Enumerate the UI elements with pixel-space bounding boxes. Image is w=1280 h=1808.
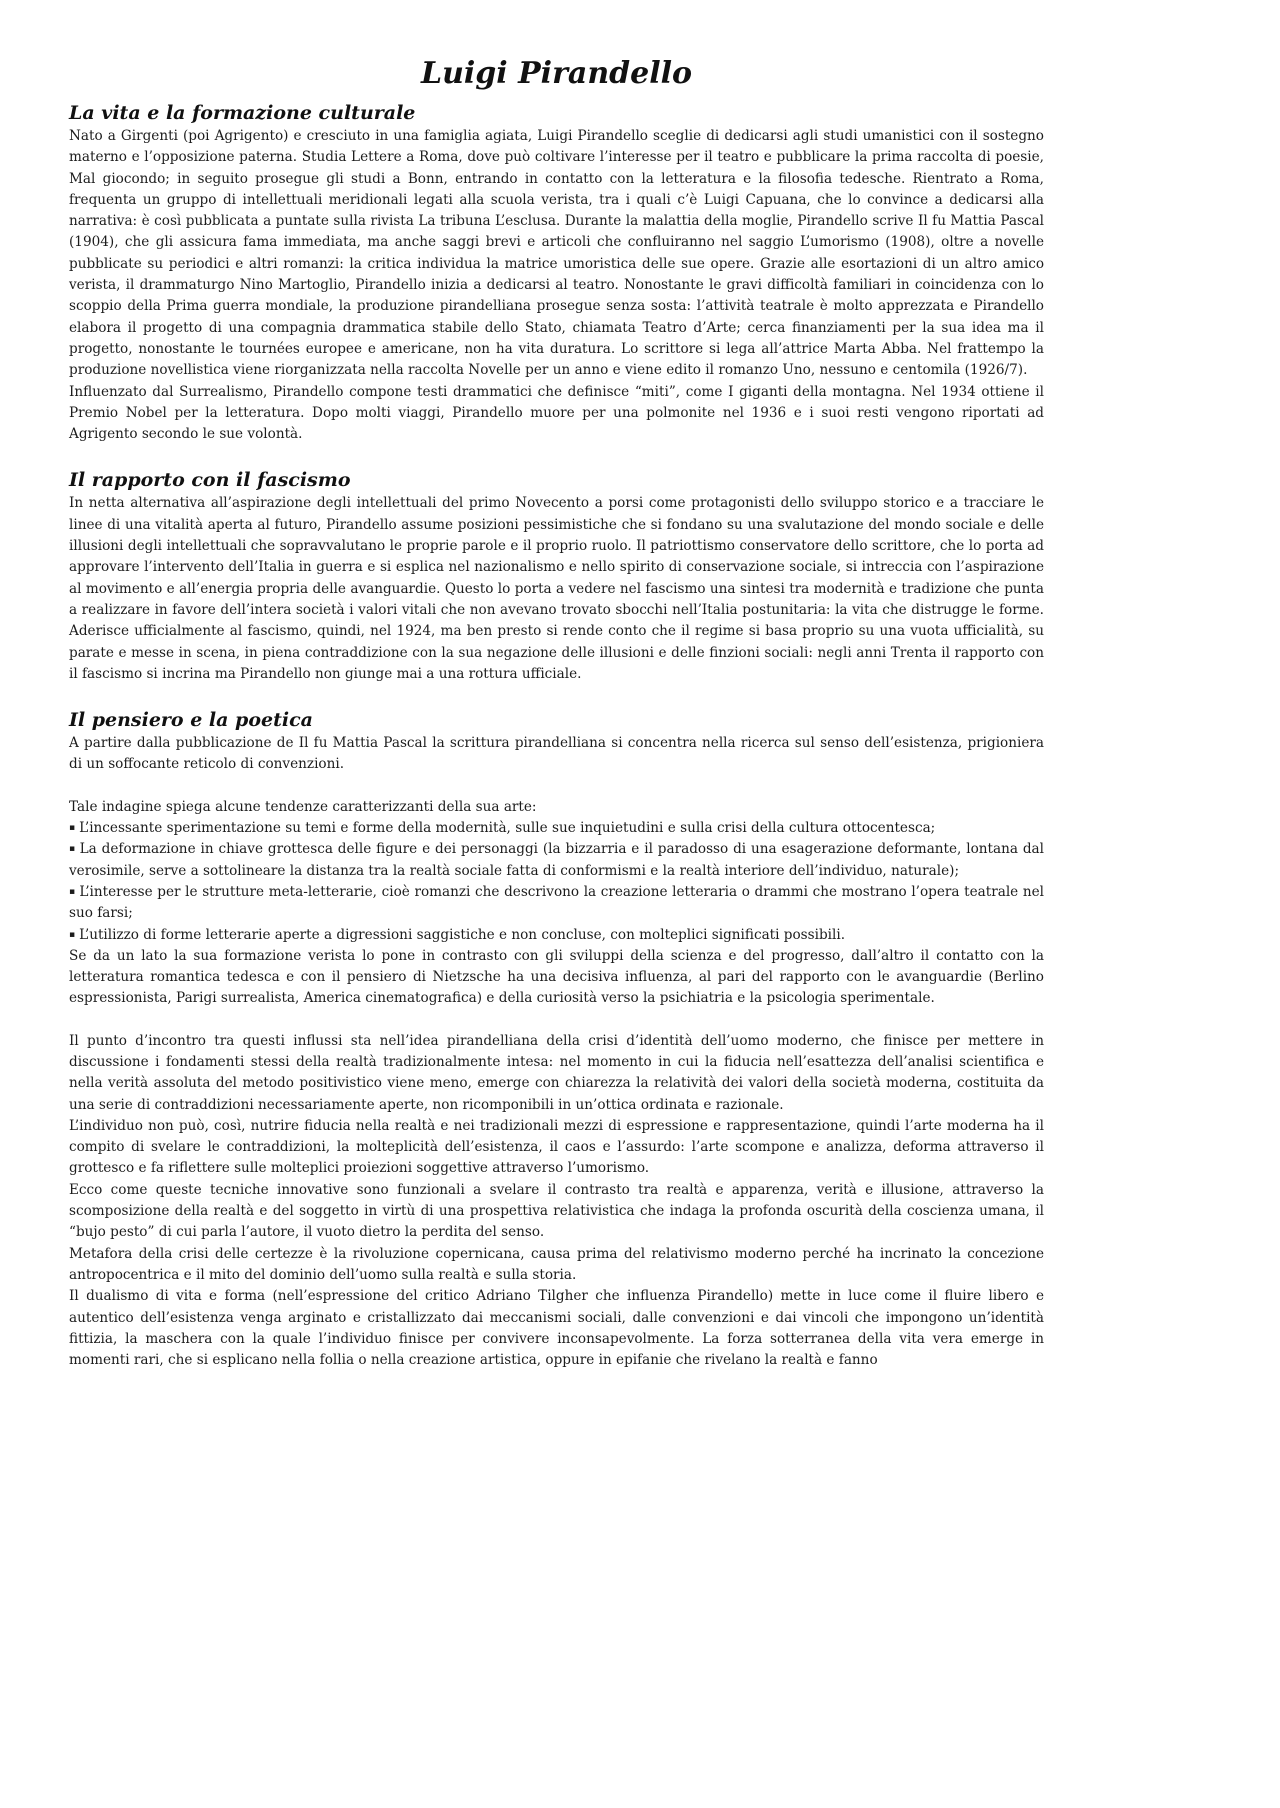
list-item-text: L’interesse per le strutture meta-letterarie, cioè romanzi che descrivono la creazione letteraria o drammi che mostrano l’opera teatrale nel suo farsi; bbox=[69, 883, 1044, 922]
paragraph: Nato a Girgenti (poi Agrigento) e cresciuto in una famiglia agiata, Luigi Pirandello sceglie di dedicarsi agli studi umanistici con il sostegno materno e l’opposizione paterna. Studia Lettere a Roma, dove può coltivare l’interesse per il teatro e pubblicare la prima raccolta di poesie, Mal giocondo; in seguito prosegue gli studi a Bonn, entrando in contatto con la letteratura e la filosofia tedesche. Rientrato a Roma, frequenta un gruppo di intellettuali meridionali legati alla scuola verista, tra i quali c’è Luigi Capuana, che lo convince a dedicarsi alla narrativa: è così pubblicata a puntate sulla rivista La tribuna L’esclusa. Durante la malattia della moglie, Pirandello scrive Il fu Mattia Pascal (1904), che gli assicura fama immediata, ma anche saggi brevi e articoli che confluiranno nel saggio L’umorismo (1908), oltre a novelle pubblicate su periodici e altri romanzi: la critica individua la matrice umoristica delle sue opere. Grazie alle esortazioni di un altro amico verista, il drammaturgo Nino Martoglio, Pirandello inizia a dedicarsi al teatro. Nonostante le gravi difficoltà familiari in coincidenza con lo scoppio della Prima guerra mondiale, la produzione pirandelliana prosegue senza sosta: l’attività teatrale è molto apprezzata e Pirandello elabora il progetto di una compagnia drammatica stabile dello Stato, chiamata Teatro d’Arte; cerca finanziamenti per la sua idea ma il progetto, nonostante le tournées europee e americane, non ha vita duratura. Lo scrittore si lega all’attrice Marta Abba. Nel frattempo la produzione novellistica viene riorganizzata nella raccolta Novelle per un anno e viene edito il romanzo Uno, nessuno e centomila (1926/7). bbox=[69, 128, 1044, 379]
bullet-icon: ▪ bbox=[69, 823, 76, 834]
blank-line bbox=[69, 1010, 1044, 1031]
blank-line bbox=[69, 776, 1044, 797]
section-heading-pensiero: Il pensiero e la poetica bbox=[69, 709, 313, 732]
bullet-icon: ▪ bbox=[69, 886, 76, 897]
list-item bbox=[69, 925, 1044, 946]
paragraph: Influenzato dal Surrealismo, Pirandello compone testi drammatici che definisce “miti”, come I giganti della montagna. Nel 1934 ottiene il Premio Nobel per la letteratura. Dopo molti viaggi, Pirandello muore per una polmonite nel 1936 e i suoi resti vengono riportati ad Agrigento secondo le sue volontà. bbox=[69, 383, 1044, 443]
paragraph: Ecco come queste tecniche innovative sono funzionali a svelare il contrasto tra realtà e apparenza, verità e illusione, attraverso la scomposizione della realtà e del soggetto in virtù di una prospettiva relativistica che indaga la profonda oscurità della coscienza umana, il “bujo pesto” di cui parla l’autore, il vuoto dietro la perdita del senso. bbox=[69, 1181, 1044, 1241]
paragraph: Il dualismo di vita e forma (nell’espressione del critico Adriano Tilgher che influenza Pirandello) mette in luce come il fluire libero e autentico dell’esistenza venga arginato e cristallizzato dai meccanismi sociali, dalle convenzioni e dai vincoli che impongono un’identità fittizia, la maschera con la quale l’individuo finisce per convivere inconsapevolmente. La forza sotterranea della vita vera emerge in momenti rari, che si esplicano nella follia o nella creazione artistica, oppure in epifanie che rivelano la realtà e fanno bbox=[69, 1288, 1044, 1369]
list-item-text: L’utilizzo di forme letterarie aperte a digressioni saggistiche e non concluse, con molteplici significati possibili. bbox=[79, 926, 846, 943]
list-item bbox=[69, 839, 1044, 882]
paragraph: A partire dalla pubblicazione de Il fu Mattia Pascal la scrittura pirandelliana si concentra nella ricerca sul senso dell’esistenza, prigioniera di un soffocante reticolo di convenzioni. bbox=[69, 735, 1044, 773]
paragraph: Il punto d’incontro tra questi influssi sta nell’idea pirandelliana della crisi d’identità dell’uomo moderno, che finisce per mettere in discussione i fondamenti stessi della realtà tradizionalmente intesa: nel momento in cui la fiducia nell’esattezza dell’analisi scientifica e nella verità assoluta del metodo positivistico viene meno, emerge con chiarezza la relatività dei valori della società moderna, costituita da una serie di contraddizioni necessariamente aperte, non ricomponibili in un’ottica ordinata e razionale. bbox=[69, 1032, 1044, 1113]
bullet-icon: ▪ bbox=[69, 929, 76, 940]
document-title: Luigi Pirandello bbox=[421, 56, 692, 91]
section-heading-vita: La vita e la formazione culturale bbox=[69, 102, 416, 124]
list-item bbox=[69, 818, 1044, 839]
list-item-text: La deformazione in chiave grottesca delle figure e dei personaggi (la bizzarria e il paradosso di una esagerazione deformante, lontana dal verosimile, serve a sottolineare la distanza tra la realtà sociale fatta di conformismi e la realtà interiore dell’individuo, naturale); bbox=[69, 841, 1044, 879]
tendencies-list bbox=[69, 818, 1044, 946]
section-heading-fascismo: Il rapporto con il fascismo bbox=[69, 469, 351, 492]
paragraph: L’individuo non può, così, nutrire fiducia nella realtà e nei tradizionali mezzi di espressione e rappresentazione, quindi l’arte moderna ha il compito di svelare le contraddizioni, la molteplicità dell’esistenza, il caos e l’assurdo: l’arte scompone e analizza, deforma attraverso il grottesco e fa riflettere sulle molteplici proiezioni soggettive attraverso l’umorismo. bbox=[69, 1117, 1044, 1177]
paragraph: Metafora della crisi delle certezze è la rivoluzione copernicana, causa prima del relativismo moderno perché ha incrinato la concezione antropocentrica e il mito del dominio dell’uomo sulla realtà e sulla storia. bbox=[69, 1245, 1044, 1283]
list-item-text: L’incessante sperimentazione su temi e forme della modernità, sulle sue inquietudini e sulla crisi della cultura ottocentesca; bbox=[79, 820, 936, 837]
section-gap bbox=[69, 445, 1044, 467]
paragraph: In netta alternativa all’aspirazione degli intellettuali del primo Novecento a porsi come protagonisti dello sviluppo storico e a tracciare le linee di una vitalità aperta al futuro, Pirandello assume posizioni pessimistiche che si fondano su una svalutazione del mondo sociale e delle illusioni degli intellettuali che sopravvalutano le proprie parole e il proprio ruolo. Il patriottismo conservatore dello scrittore, che lo porta ad approvare l’intervento dell’Italia in guerra e si esplica nel nazionalismo e nello spirito di conservazione sociale, si intreccia con l’aspirazione al movimento e all’energia propria delle avanguardie. Questo lo porta a vedere nel fascismo una sintesi tra modernità e tradizione che punta a realizzare in favore dell’intera società i valori vitali che non avevano trovato sbocchi nell’Italia postunitaria: la vita che distrugge le forme. Aderisce ufficialmente al fascismo, quindi, nel 1924, ma ben presto si rende conto che il regime si basa proprio su una vuota ufficialità, su parate e messe in scena, in piena contraddizione con la sua negazione delle illusioni e delle finzioni sociali: negli anni Trenta il rapporto con il fascismo si incrina ma Pirandello non giunge mai a una rottura ufficiale. bbox=[69, 495, 1044, 682]
section-gap bbox=[69, 685, 1044, 707]
paragraph: Se da un lato la sua formazione verista lo pone in contrasto con gli sviluppi della scienza e del progresso, dall’altro il contatto con la letteratura romantica tedesca e con il pensiero di Nietzsche ha una decisiva influenza, al pari del rapporto con le avanguardie (Berlino espressionista, Parigi surrealista, America cinematografica) e della curiosità verso la psichiatria e la psicologia sperimentale. bbox=[69, 947, 1044, 1007]
list-item bbox=[69, 882, 1044, 925]
list-intro: Tale indagine spiega alcune tendenze caratterizzanti della sua arte: bbox=[69, 798, 537, 815]
bullet-icon: ▪ bbox=[69, 844, 76, 855]
